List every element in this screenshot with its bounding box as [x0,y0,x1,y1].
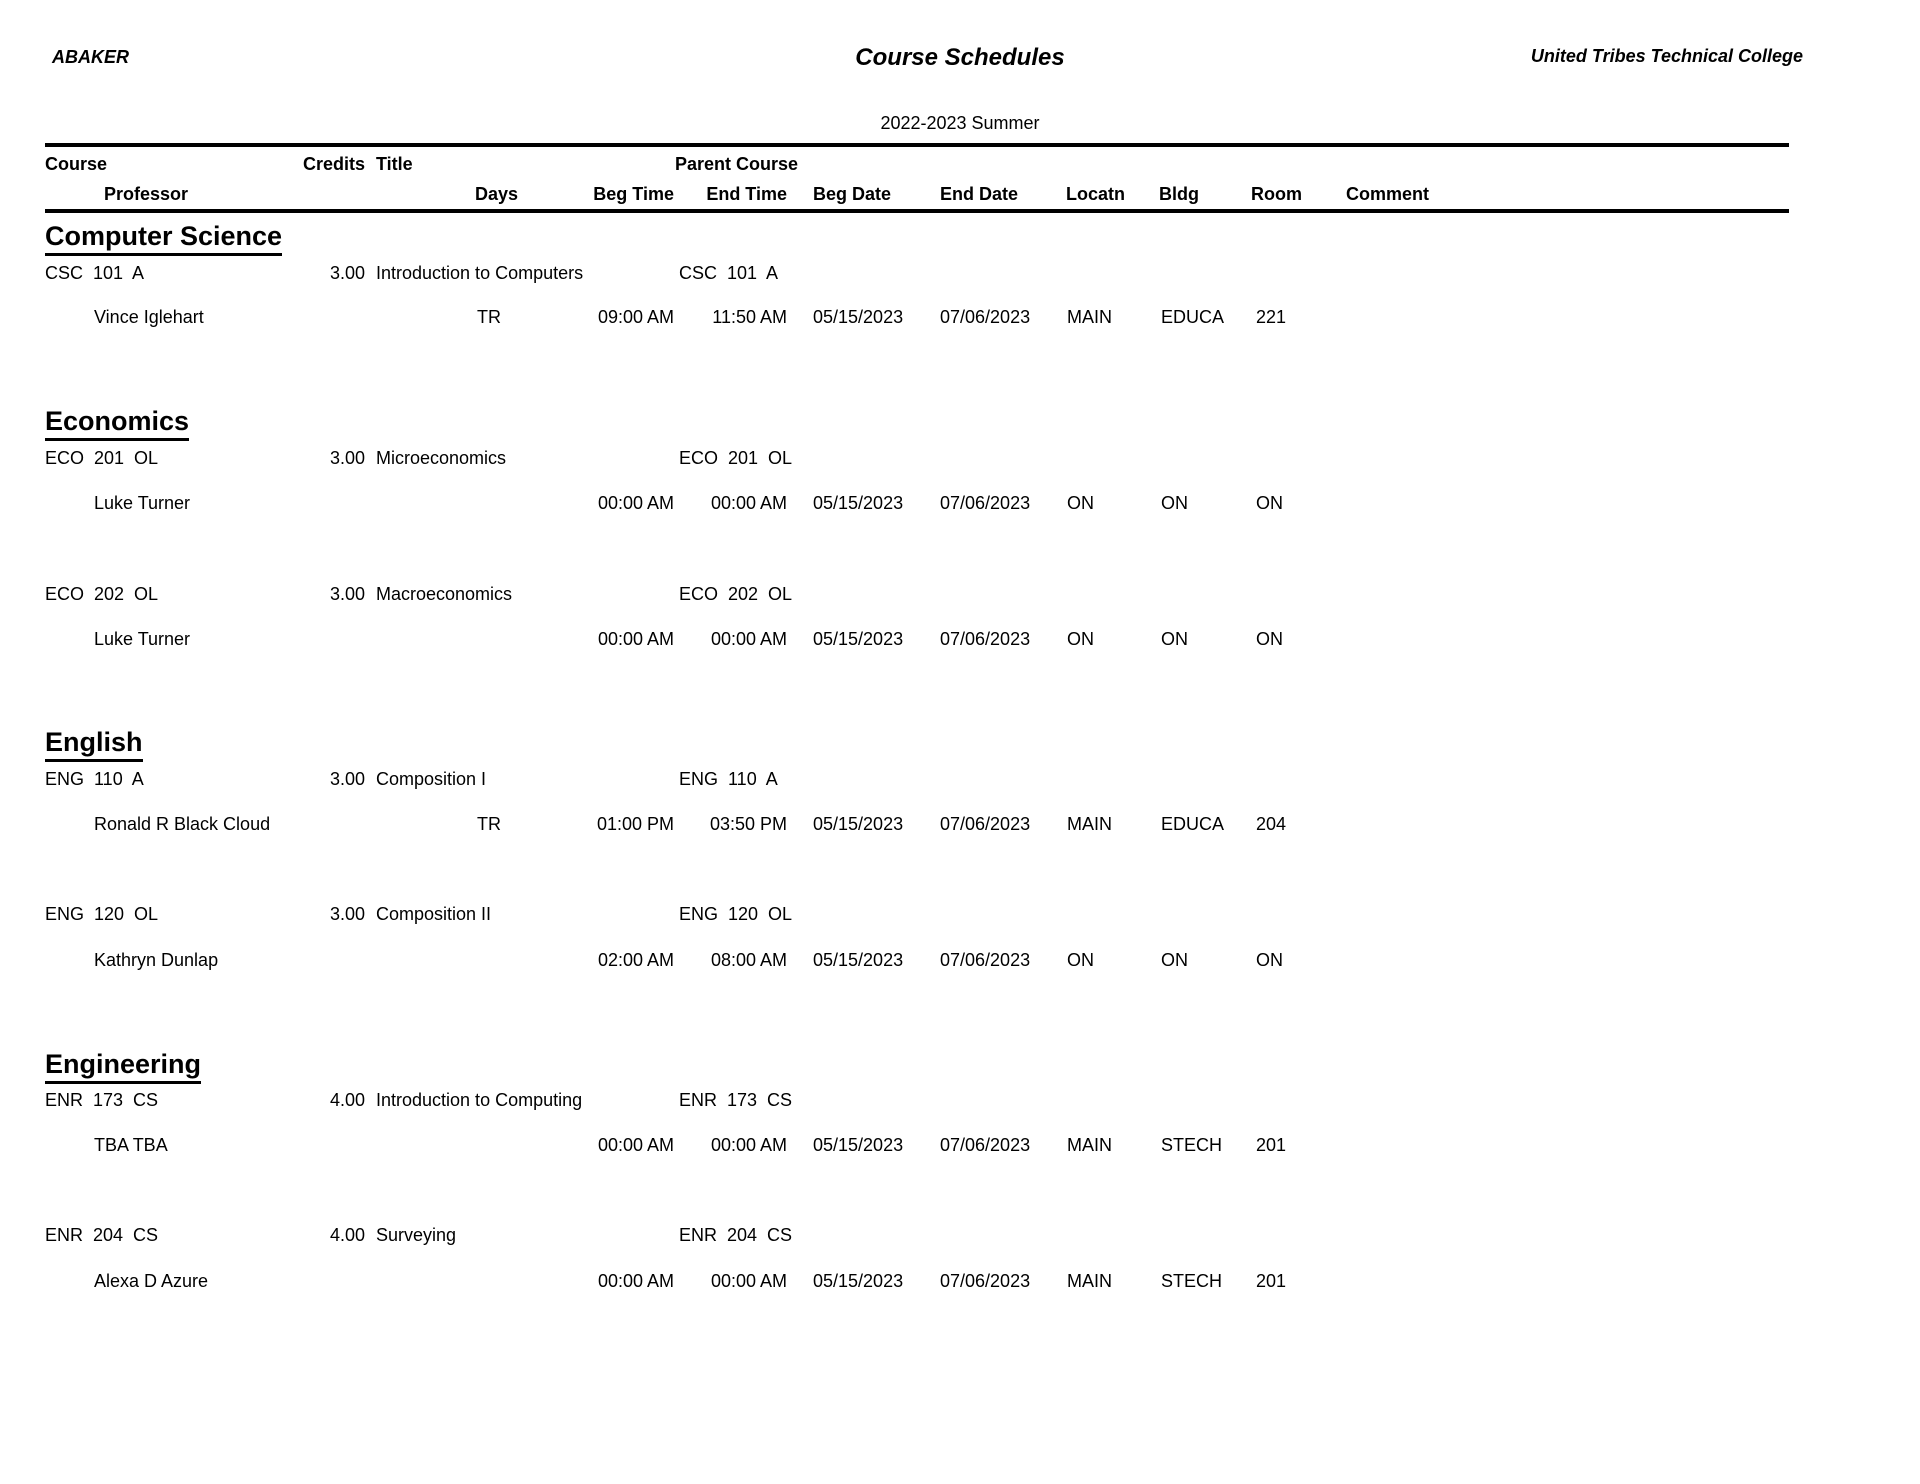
location: MAIN [1067,814,1112,834]
room: 201 [1256,1135,1287,1155]
building: ON [1161,950,1188,970]
end-time: 08:00 AM [710,950,787,970]
parent-course: ENG 110 A [679,769,778,789]
end-date: 07/06/2023 [940,814,1031,834]
meeting-row [0,1133,1920,1157]
meeting-days: TR [477,307,501,327]
col-header-professor: Professor [104,184,189,204]
location: MAIN [1067,307,1112,327]
col-header-course: Course [45,154,108,174]
end-date: 07/06/2023 [940,1271,1031,1291]
course-title: Composition I [376,769,487,789]
course-title: Microeconomics [376,448,507,468]
professor-name: Vince Iglehart [94,307,204,327]
course-credits: 3.00 [329,904,365,924]
course-code: ENR 204 CS [45,1225,159,1245]
col-header-room: Room [1251,184,1302,204]
col-header-end-time: End Time [706,184,787,204]
building: STECH [1161,1271,1223,1291]
location: ON [1067,629,1094,649]
parent-course: ENR 173 CS [679,1090,793,1110]
course-code: ECO 202 OL [45,584,159,604]
professor-name: Kathryn Dunlap [94,950,219,970]
course-row [0,1223,1920,1247]
parent-course: ECO 201 OL [679,448,793,468]
end-date: 07/06/2023 [940,950,1031,970]
col-header-beg-date: Beg Date [813,184,892,204]
end-time: 00:00 AM [710,1135,787,1155]
beg-time: 00:00 AM [597,1271,674,1291]
beg-date: 05/15/2023 [813,1271,904,1291]
course-credits: 4.00 [329,1090,365,1110]
room: 201 [1256,1271,1287,1291]
professor-name: Luke Turner [94,629,191,649]
course-title: Surveying [376,1225,457,1245]
end-time: 00:00 AM [710,629,787,649]
col-header-beg-time: Beg Time [593,184,674,204]
room: 204 [1256,814,1287,834]
professor-name: Ronald R Black Cloud [94,814,271,834]
report-user: ABAKER [52,47,130,67]
beg-date: 05/15/2023 [813,493,904,513]
col-header-credits: Credits [302,154,365,174]
room: ON [1256,493,1283,513]
course-code: ENR 173 CS [45,1090,159,1110]
course-title: Introduction to Computing [376,1090,583,1110]
term-label: 2022-2023 Summer [880,113,1040,133]
course-code: CSC 101 A [45,263,145,283]
beg-time: 02:00 AM [597,950,674,970]
col-header-title: Title [376,154,413,174]
course-credits: 3.00 [329,448,365,468]
section-heading: Economics [45,405,189,441]
end-date: 07/06/2023 [940,1135,1031,1155]
course-code: ENG 110 A [45,769,144,789]
section-heading: Engineering [45,1048,201,1084]
end-time: 00:00 AM [710,493,787,513]
parent-course: CSC 101 A [679,263,779,283]
location: MAIN [1067,1271,1112,1291]
beg-date: 05/15/2023 [813,307,904,327]
course-code: ECO 201 OL [45,448,159,468]
course-row [0,582,1920,606]
course-row [0,767,1920,791]
building: EDUCA [1161,307,1225,327]
professor-name: TBA TBA [94,1135,168,1155]
beg-date: 05/15/2023 [813,1135,904,1155]
meeting-row [0,627,1920,651]
meeting-row [0,948,1920,972]
meeting-row [0,491,1920,515]
end-time: 11:50 AM [712,307,787,327]
col-header-locatn: Locatn [1066,184,1126,204]
beg-time: 01:00 PM [596,814,674,834]
end-date: 07/06/2023 [940,493,1031,513]
end-time: 03:50 PM [709,814,787,834]
professor-name: Luke Turner [94,493,191,513]
end-time: 00:00 AM [710,1271,787,1291]
building: ON [1161,493,1188,513]
course-row [0,261,1920,285]
location: ON [1067,493,1094,513]
course-credits: 3.00 [329,584,365,604]
section-heading: English [45,726,143,762]
course-title: Introduction to Computers [376,263,584,283]
beg-time: 00:00 AM [597,493,674,513]
room: 221 [1256,307,1287,327]
course-row [0,902,1920,926]
room: ON [1256,950,1283,970]
end-date: 07/06/2023 [940,307,1031,327]
professor-name: Alexa D Azure [94,1271,209,1291]
building: STECH [1161,1135,1223,1155]
col-header-bldg: Bldg [1159,184,1199,204]
course-row [0,446,1920,470]
end-date: 07/06/2023 [940,629,1031,649]
header-rule-top [45,143,1789,147]
location: MAIN [1067,1135,1112,1155]
col-header-days: Days [475,184,519,204]
parent-course: ECO 202 OL [679,584,793,604]
meeting-row [0,812,1920,836]
building: ON [1161,629,1188,649]
col-header-end-date: End Date [940,184,1019,204]
col-header-parent-course: Parent Course [675,154,799,174]
meeting-days: TR [477,814,501,834]
course-title: Composition II [376,904,492,924]
meeting-row [0,305,1920,329]
parent-course: ENG 120 OL [679,904,793,924]
beg-time: 09:00 AM [597,307,674,327]
institution-name: United Tribes Technical College [1530,46,1803,66]
location: ON [1067,950,1094,970]
room: ON [1256,629,1283,649]
column-header-row-2 [0,182,1920,206]
parent-course: ENR 204 CS [679,1225,793,1245]
course-credits: 3.00 [329,769,365,789]
course-title: Macroeconomics [376,584,513,604]
column-header-row-1 [0,152,1920,176]
header-rule-bottom [45,209,1789,213]
beg-date: 05/15/2023 [813,814,904,834]
col-header-comment: Comment [1346,184,1430,204]
beg-time: 00:00 AM [597,629,674,649]
beg-date: 05/15/2023 [813,950,904,970]
course-credits: 4.00 [329,1225,365,1245]
meeting-row [0,1269,1920,1293]
section-heading: Computer Science [45,220,282,256]
page-title: Course Schedules [855,44,1065,71]
course-code: ENG 120 OL [45,904,159,924]
beg-time: 00:00 AM [597,1135,674,1155]
building: EDUCA [1161,814,1225,834]
course-credits: 3.00 [329,263,365,283]
course-row [0,1088,1920,1112]
beg-date: 05/15/2023 [813,629,904,649]
